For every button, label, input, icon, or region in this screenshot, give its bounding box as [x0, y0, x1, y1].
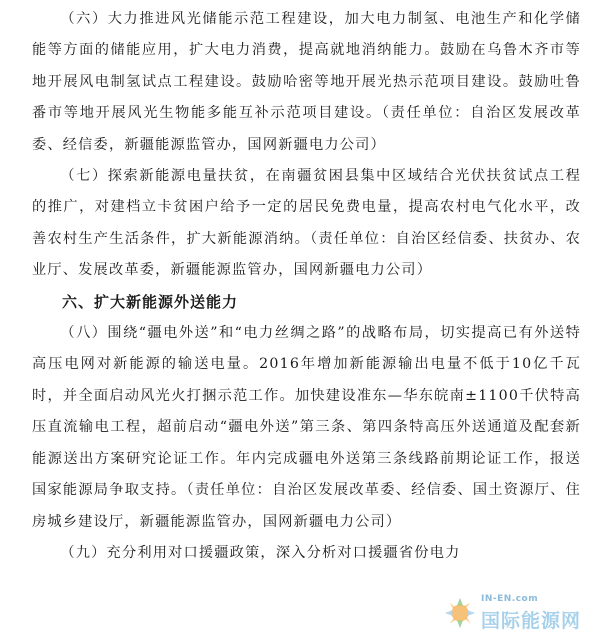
section-heading: 六、扩大新能源外送能力 — [62, 292, 239, 311]
paragraph-8: （八）围绕“疆电外送”和“电力丝绸之路”的战略布局，切实提高已有外送特高压电网对新能源的输送电量。2016年增加新能源输出电量不低于10亿千瓦时，并全面启动风光火打捆示范工作。加快建设准东—华东皖南±1100千伏特高压直流输电工程，超前启动“疆电外送”第三条、第四条特高压外送通道及配套新能源送出方案研究论证工作。年内完成疆电外送第三条线路前期论证工作，报送国家能源局争取支持。（责任单位：自治区发展改革委、经信委、国土资源厅、住房城乡建设厅，新疆能源监管办，国网新疆电力公司） — [32, 325, 581, 530]
sun-logo-icon — [441, 594, 479, 632]
paragraph-6: （六）大力推进风光储能示范工程建设，加大电力制氢、电池生产和化学储能等方面的储能应用，扩大电力消费，提高就地消纳能力。鼓励在乌鲁木齐市等地开展风电制氢试点工程建设。鼓励哈密等地开展光热示范项目建设。鼓励吐鲁番市等地开展风光生物能多能互补示范项目建设。（责任单位：自治区发展改革委、经信委，新疆能源监管办，国网新疆电力公司） — [32, 11, 581, 153]
paragraph-9: （九）充分利用对口援疆政策，深入分析对口援疆省份电力 — [60, 544, 461, 561]
watermark-url: IN-EN.com — [481, 594, 539, 604]
watermark — [441, 590, 591, 638]
paragraph-7: （七）探索新能源电量扶贫，在南疆贫困县集中区域结合光伏扶贫试点工程的推广，对建档立卡贫困户给予一定的居民免费电量，提高农村电气化水平，改善农村生产生活条件，扩大新能源消纳。（责任单位：自治区经信委、扶贫办、农业厅、发展改革委，新疆能源监管办，国网新疆电力公司） — [32, 168, 581, 279]
watermark-name: 国际能源网 — [481, 610, 582, 632]
